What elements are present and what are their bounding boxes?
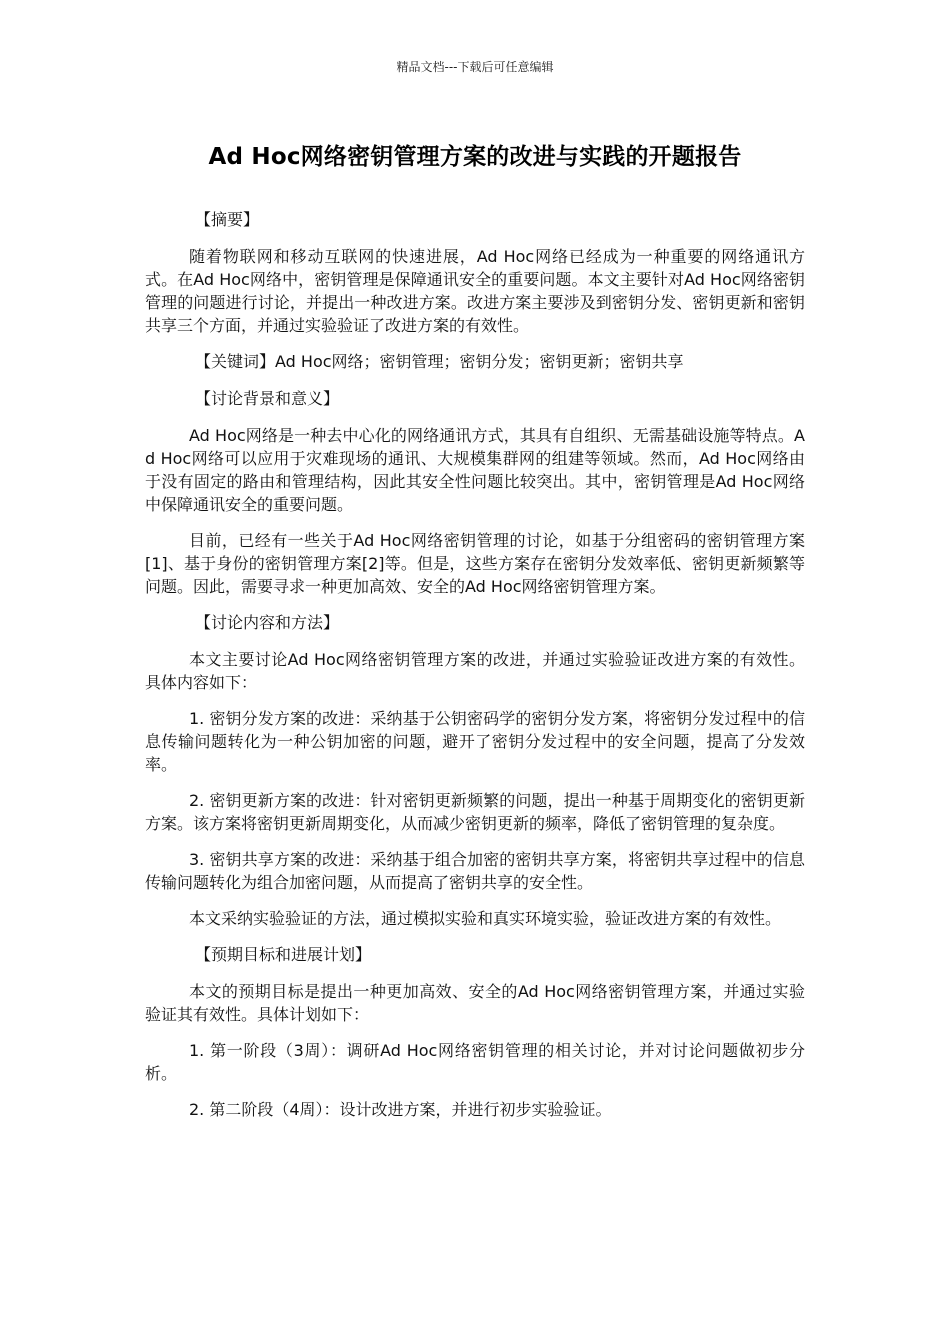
plan-item-1: 1. 第一阶段（3周）：调研Ad Hoc网络密钥管理的相关讨论，并对讨论问题做初步分析。 [145, 1041, 805, 1083]
background-heading: 【讨论背景和意义】 [195, 389, 340, 408]
method-item-3: 3. 密钥共享方案的改进：采纳基于组合加密的密钥共享方案，将密钥共享过程中的信息传输问题转化为组合加密问题，从而提高了密钥共享的安全性。 [145, 850, 805, 892]
plan-heading: 【预期目标和进展计划】 [195, 945, 372, 964]
header-note: 精品文档---下载后可任意编辑 [396, 60, 554, 74]
plan-paragraph-1: 本文的预期目标是提出一种更加高效、安全的Ad Hoc网络密钥管理方案，并通过实验验证其有效性。具体计划如下： [145, 982, 805, 1024]
keywords-line: 【关键词】Ad Hoc网络；密钥管理；密钥分发；密钥更新；密钥共享 [195, 352, 684, 371]
document-body [145, 208, 805, 1134]
page-title: Ad Hoc网络密钥管理方案的改进与实践的开题报告 [208, 144, 742, 170]
method-heading: 【讨论内容和方法】 [195, 613, 340, 632]
abstract-paragraph: 随着物联网和移动互联网的快速进展，Ad Hoc网络已经成为一种重要的网络通讯方式。在Ad Hoc网络中，密钥管理是保障通讯安全的重要问题。本文主要针对Ad Hoc网络密钥管理的问题进行讨论，并提出一种改进方案。改进方案主要涉及到密钥分发、密钥更新和密钥共享三个方面，并通过实验验证了改进方案的有效性。 [145, 247, 805, 335]
abstract-heading: 【摘要】 [195, 210, 260, 229]
method-paragraph-2: 本文采纳实验验证的方法，通过模拟实验和真实环境实验，验证改进方案的有效性。 [189, 909, 782, 928]
background-paragraph-1: Ad Hoc网络是一种去中心化的网络通讯方式，其具有自组织、无需基础设施等特点。Ad Hoc网络可以应用于灾难现场的通讯、大规模集群网的组建等领域。然而，Ad Hoc网络由于没有固定的路由和管理结构，因此其安全性问题比较突出。其中，密钥管理是Ad Hoc网络中保障通讯安全的重要问题。 [145, 426, 805, 514]
method-paragraph-1: 本文主要讨论Ad Hoc网络密钥管理方案的改进，并通过实验验证改进方案的有效性。具体内容如下： [145, 650, 805, 692]
plan-item-2: 2. 第二阶段（4周）：设计改进方案，并进行初步实验验证。 [189, 1100, 612, 1119]
method-item-1: 1. 密钥分发方案的改进：采纳基于公钥密码学的密钥分发方案，将密钥分发过程中的信息传输问题转化为一种公钥加密的问题，避开了密钥分发过程中的安全问题，提高了分发效率。 [145, 709, 805, 774]
method-item-2: 2. 密钥更新方案的改进：针对密钥更新频繁的问题，提出一种基于周期变化的密钥更新方案。该方案将密钥更新周期变化，从而减少密钥更新的频率，降低了密钥管理的复杂度。 [145, 791, 805, 833]
background-paragraph-2: 目前，已经有一些关于Ad Hoc网络密钥管理的讨论，如基于分组密码的密钥管理方案[1]、基于身份的密钥管理方案[2]等。但是，这些方案存在密钥分发效率低、密钥更新频繁等问题。因此，需要寻求一种更加高效、安全的Ad Hoc网络密钥管理方案。 [145, 531, 805, 596]
